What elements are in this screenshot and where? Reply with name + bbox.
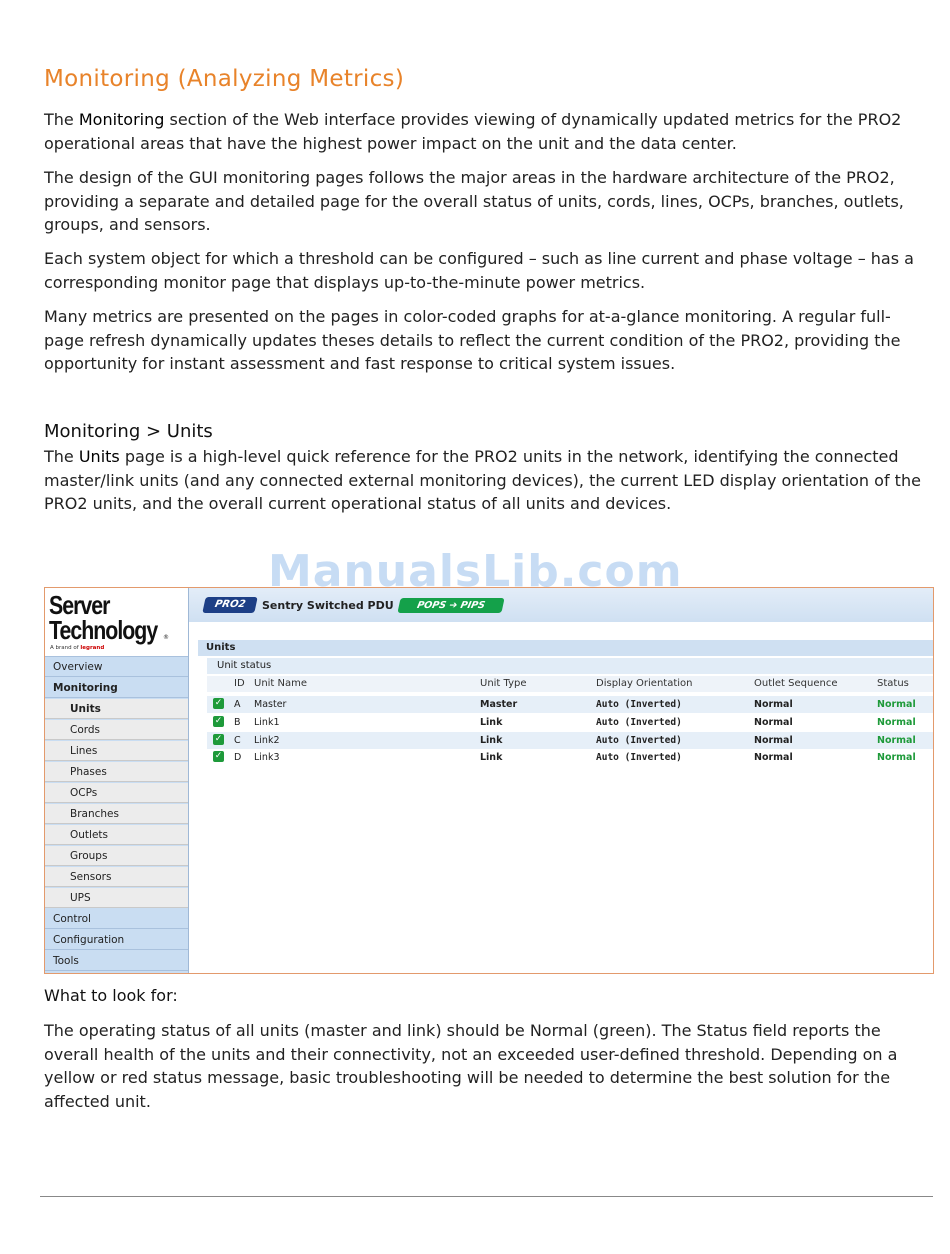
what-to-look-for-heading: What to look for: xyxy=(44,986,178,1005)
footer-divider xyxy=(40,1196,933,1197)
brand-pre: A brand of xyxy=(50,645,81,651)
unit-type: Link xyxy=(480,752,503,763)
nav-ocps[interactable]: OCPs xyxy=(45,783,188,803)
outlet-sequence: Normal xyxy=(754,752,793,763)
paragraph-metrics xyxy=(44,305,924,376)
brand-line xyxy=(50,645,104,651)
checkbox-icon[interactable]: ✓ xyxy=(214,716,223,726)
unit-id: D xyxy=(234,752,242,763)
para-bold: Units xyxy=(78,447,120,466)
table-row[interactable] xyxy=(207,714,933,731)
paragraph-units xyxy=(44,445,924,516)
col-status: Status xyxy=(877,678,909,689)
col-unit-name: Unit Name xyxy=(254,678,308,689)
unit-name: Link1 xyxy=(254,717,280,728)
nav-phases[interactable]: Phases xyxy=(45,762,188,782)
unit-name: Master xyxy=(254,699,287,710)
para-text: The operating status of all units (master and link) should be Normal (green). The Status field reports the overall health of the units and their connectivity, not an exceeded user-defined threshold. Depending on a yellow or red status message, basic troubleshooting will be needed to determine the best solution for the affected unit. xyxy=(44,1021,898,1111)
nav-cords[interactable]: Cords xyxy=(45,720,188,740)
para-post: section of the Web interface provides viewing of dynamically updated metrics for the PRO2 operational areas that have the highest power impact on the unit and the data center. xyxy=(44,110,902,153)
para-text: The design of the GUI monitoring pages follows the major areas in the hardware architecture of the PRO2, providing a separate and detailed page for the overall status of units, cords, lines, OCPs, branches, outlets, groups, and sensors. xyxy=(44,168,904,234)
paragraph-thresholds xyxy=(44,247,924,294)
status-badge: Normal xyxy=(877,699,916,710)
logo-line2: Technology xyxy=(49,615,158,645)
table-row[interactable] xyxy=(207,749,933,766)
subheading-monitoring-units: Monitoring > Units xyxy=(44,421,213,442)
para-text: Each system object for which a threshold can be configured – such as line current and phase voltage – has a corresponding monitor page that displays up-to-the-minute power metrics. xyxy=(44,249,914,292)
display-orientation: Auto (Inverted) xyxy=(596,699,682,710)
col-id: ID xyxy=(234,678,245,689)
col-display-orientation: Display Orientation xyxy=(596,678,693,689)
table-row[interactable] xyxy=(207,696,933,713)
nav-sensors[interactable]: Sensors xyxy=(45,867,188,887)
nav-control[interactable]: Control xyxy=(45,909,188,929)
unit-type: Link xyxy=(480,717,503,728)
page-title: Monitoring (Analyzing Metrics) xyxy=(44,66,405,92)
paragraph-design xyxy=(44,166,924,237)
status-badge: Normal xyxy=(877,735,916,746)
units-page-screenshot xyxy=(44,587,934,974)
sidebar xyxy=(45,588,189,973)
display-orientation: Auto (Inverted) xyxy=(596,735,682,746)
watermark: ManualsLib.com xyxy=(268,546,683,597)
nav-branches[interactable]: Branches xyxy=(45,804,188,824)
nav-tools[interactable]: Tools xyxy=(45,951,188,971)
checkbox-icon[interactable]: ✓ xyxy=(214,751,223,761)
para-pre: The xyxy=(44,447,79,466)
nav-ups[interactable]: UPS xyxy=(45,888,188,908)
display-orientation: Auto (Inverted) xyxy=(596,717,682,728)
outlet-sequence: Normal xyxy=(754,735,793,746)
table-header xyxy=(207,676,933,692)
status-badge: Normal xyxy=(877,752,916,763)
display-orientation: Auto (Inverted) xyxy=(596,752,682,763)
nav-monitoring[interactable]: Monitoring xyxy=(45,678,188,698)
registered-mark: ® xyxy=(163,634,169,641)
subsection-title: Unit status xyxy=(207,658,933,674)
unit-id: B xyxy=(234,717,241,728)
col-outlet-sequence: Outlet Sequence xyxy=(754,678,838,689)
unit-id: A xyxy=(234,699,241,710)
pops-pips-logo: POPS ➔ PIPS xyxy=(397,598,504,613)
status-badge: Normal xyxy=(877,717,916,728)
section-title: Units xyxy=(198,640,933,656)
product-name: Sentry Switched PDU xyxy=(262,599,394,612)
para-pre: The xyxy=(44,110,79,129)
paragraph-what-to-look-for xyxy=(44,1019,924,1113)
col-unit-type: Unit Type xyxy=(480,678,527,689)
server-technology-logo xyxy=(45,588,188,657)
para-post: page is a high-level quick reference for the PRO2 units in the network, identifying the connected master/link units (and any connected external monitoring devices), the current LED display orientation of the PRO2 units, and the overall current operational status of all units and devices. xyxy=(44,447,921,513)
unit-type: Link xyxy=(480,735,503,746)
legrand-logo: legrand xyxy=(80,645,105,651)
unit-name: Link3 xyxy=(254,752,280,763)
nav-units[interactable]: Units xyxy=(45,699,188,719)
main-content xyxy=(189,588,933,973)
nav-overview[interactable]: Overview xyxy=(45,657,188,677)
logo-line1: Server xyxy=(49,590,110,620)
unit-name: Link2 xyxy=(254,735,280,746)
para-text: Many metrics are presented on the pages in color-coded graphs for at-a-glance monitoring. A regular full-page refresh dynamically updates theses details to reflect the current condition of the PRO2, providing the opportunity for instant assessment and fast response to critical system issues. xyxy=(44,307,901,373)
paragraph-monitoring-intro xyxy=(44,108,924,155)
pro2-logo: PRO2 xyxy=(202,597,257,613)
table-row[interactable] xyxy=(207,732,933,749)
nav-outlets[interactable]: Outlets xyxy=(45,825,188,845)
nav-groups[interactable]: Groups xyxy=(45,846,188,866)
unit-id: C xyxy=(234,735,241,746)
checkbox-icon[interactable]: ✓ xyxy=(214,734,223,744)
outlet-sequence: Normal xyxy=(754,717,793,728)
nav-lines[interactable]: Lines xyxy=(45,741,188,761)
checkbox-icon[interactable]: ✓ xyxy=(214,698,223,708)
para-bold: Monitoring xyxy=(78,110,165,129)
outlet-sequence: Normal xyxy=(754,699,793,710)
nav-configuration[interactable]: Configuration xyxy=(45,930,188,950)
unit-type: Master xyxy=(480,699,518,710)
